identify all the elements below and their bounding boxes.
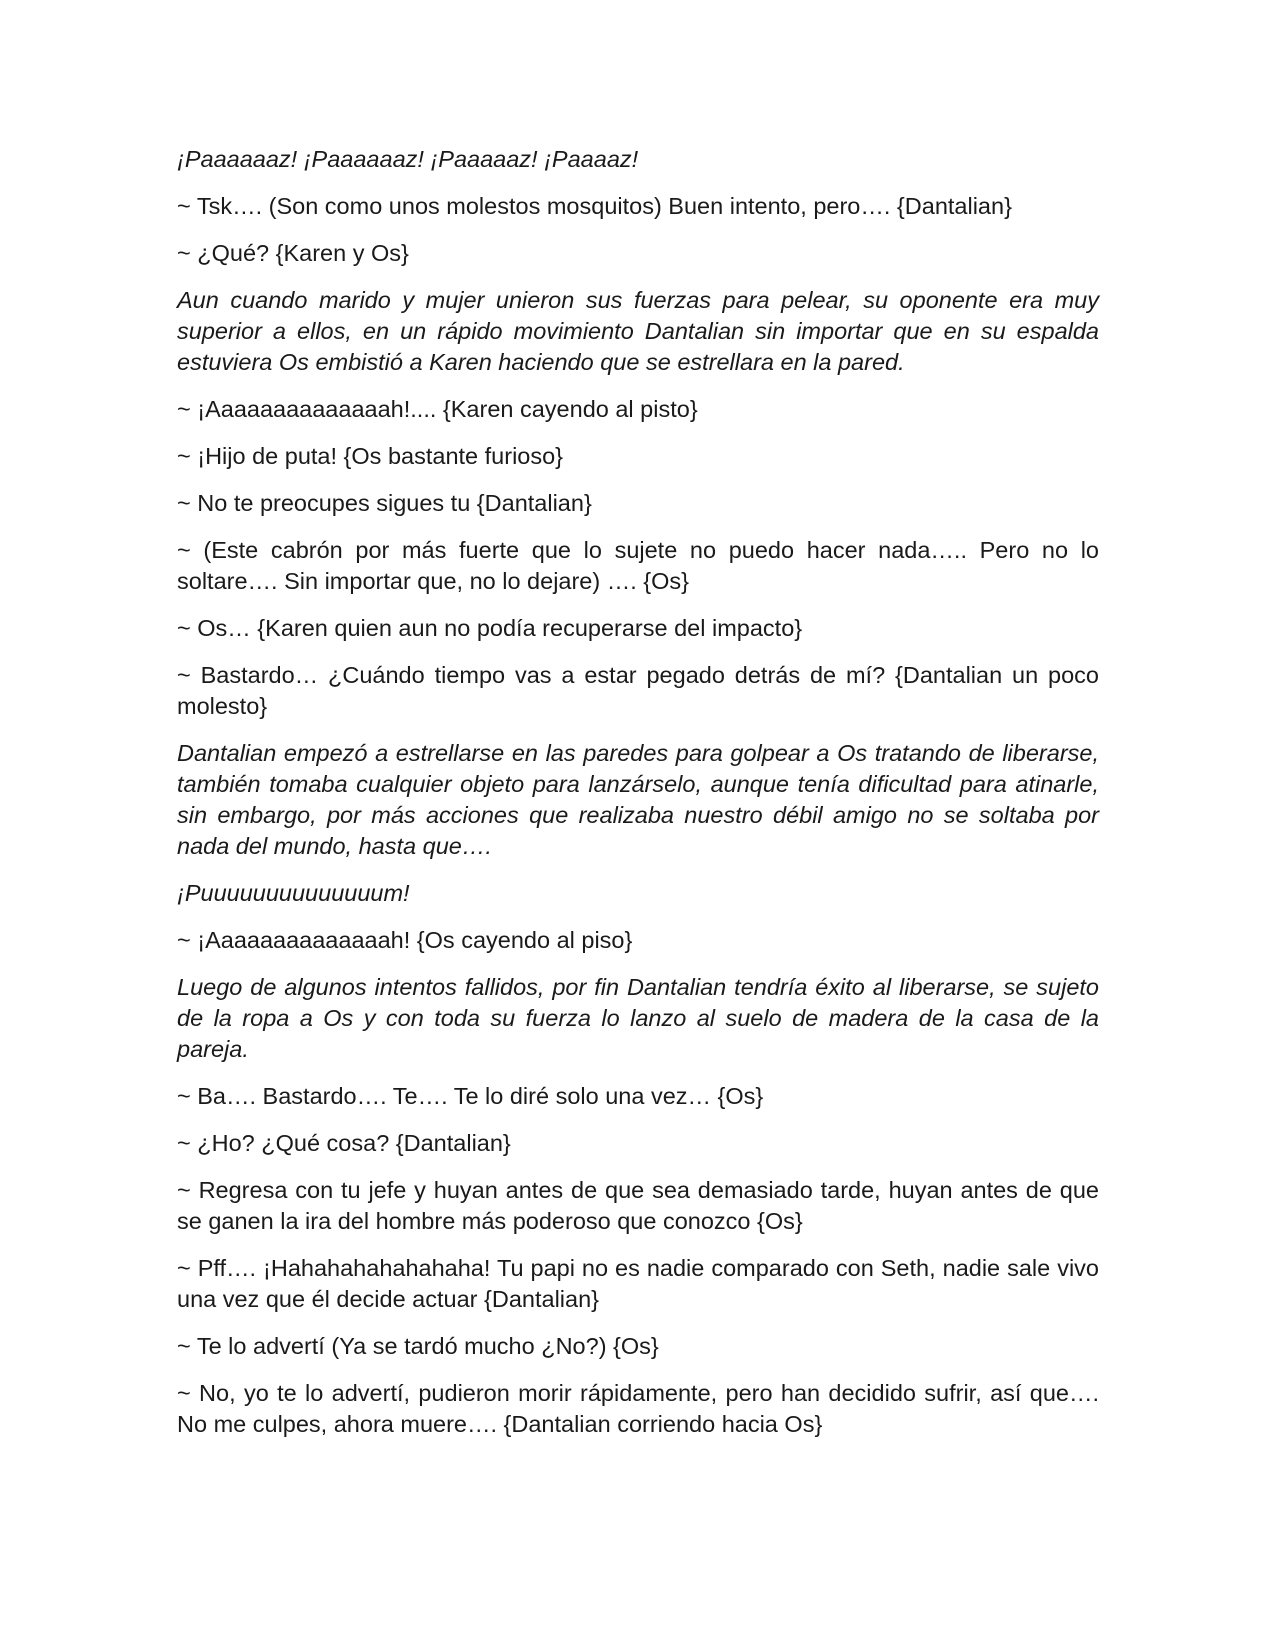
paragraph: ~ No, yo te lo advertí, pudieron morir rápidamente, pero han decidido sufrir, así que…. No me culpes, ahora muere…. {Dantalian corriendo hacia Os} [177,1380,1099,1437]
paragraph: ~ ¿Qué? {Karen y Os} [177,240,409,266]
paragraph: ~ Os… {Karen quien aun no podía recuperarse del impacto} [177,615,803,641]
paragraph: ~ No te preocupes sigues tu {Dantalian} [177,490,592,516]
paragraph: ~ ¿Ho? ¿Qué cosa? {Dantalian} [177,1130,511,1156]
paragraph: ~ Tsk…. (Son como unos molestos mosquitos) Buen intento, pero…. {Dantalian} [177,193,1012,219]
paragraph: ~ Pff…. ¡Hahahahahahahaha! Tu papi no es nadie comparado con Seth, nadie sale vivo una vez que él decide actuar {Dantalian} [177,1255,1099,1312]
paragraph: ~ Bastardo… ¿Cuándo tiempo vas a estar pegado detrás de mí? {Dantalian un poco molesto} [177,662,1099,719]
paragraph: ~ Ba…. Bastardo…. Te…. Te lo diré solo una vez… {Os} [177,1083,764,1109]
paragraph: ~ Te lo advertí (Ya se tardó mucho ¿No?) {Os} [177,1333,659,1359]
paragraph: Dantalian empezó a estrellarse en las paredes para golpear a Os tratando de liberarse, también tomaba cualquier objeto para lanzárselo, aunque tenía dificultad para atinarle, sin embargo, por más acciones que realizaba nuestro débil amigo no se soltaba por nada del mundo, hasta que…. [177,740,1099,859]
paragraph: ¡Paaaaaaz! ¡Paaaaaaz! ¡Paaaaaz! ¡Paaaaz! [177,146,639,172]
paragraph: ~ (Este cabrón por más fuerte que lo sujete no puedo hacer nada….. Pero no lo soltare…. Sin importar que, no lo dejare) …. {Os} [177,537,1099,594]
paragraph: ¡Puuuuuuuuuuuuuum! [177,880,410,906]
document-page [177,144,1099,1456]
paragraph: ~ ¡Aaaaaaaaaaaaaah! {Os cayendo al piso} [177,927,633,953]
paragraph: ~ ¡Hijo de puta! {Os bastante furioso} [177,443,564,469]
paragraph: ~ ¡Aaaaaaaaaaaaaah!.... {Karen cayendo al pisto} [177,396,698,422]
paragraph: Aun cuando marido y mujer unieron sus fuerzas para pelear, su oponente era muy superior a ellos, en un rápido movimiento Dantalian sin importar que en su espalda estuviera Os embistió a Karen haciendo que se estrellara en la pared. [177,287,1099,375]
paragraph: Luego de algunos intentos fallidos, por fin Dantalian tendría éxito al liberarse, se sujeto de la ropa a Os y con toda su fuerza lo lanzo al suelo de madera de la casa de la pareja. [177,974,1099,1062]
paragraph: ~ Regresa con tu jefe y huyan antes de que sea demasiado tarde, huyan antes de que se ganen la ira del hombre más poderoso que conozco {Os} [177,1177,1099,1234]
